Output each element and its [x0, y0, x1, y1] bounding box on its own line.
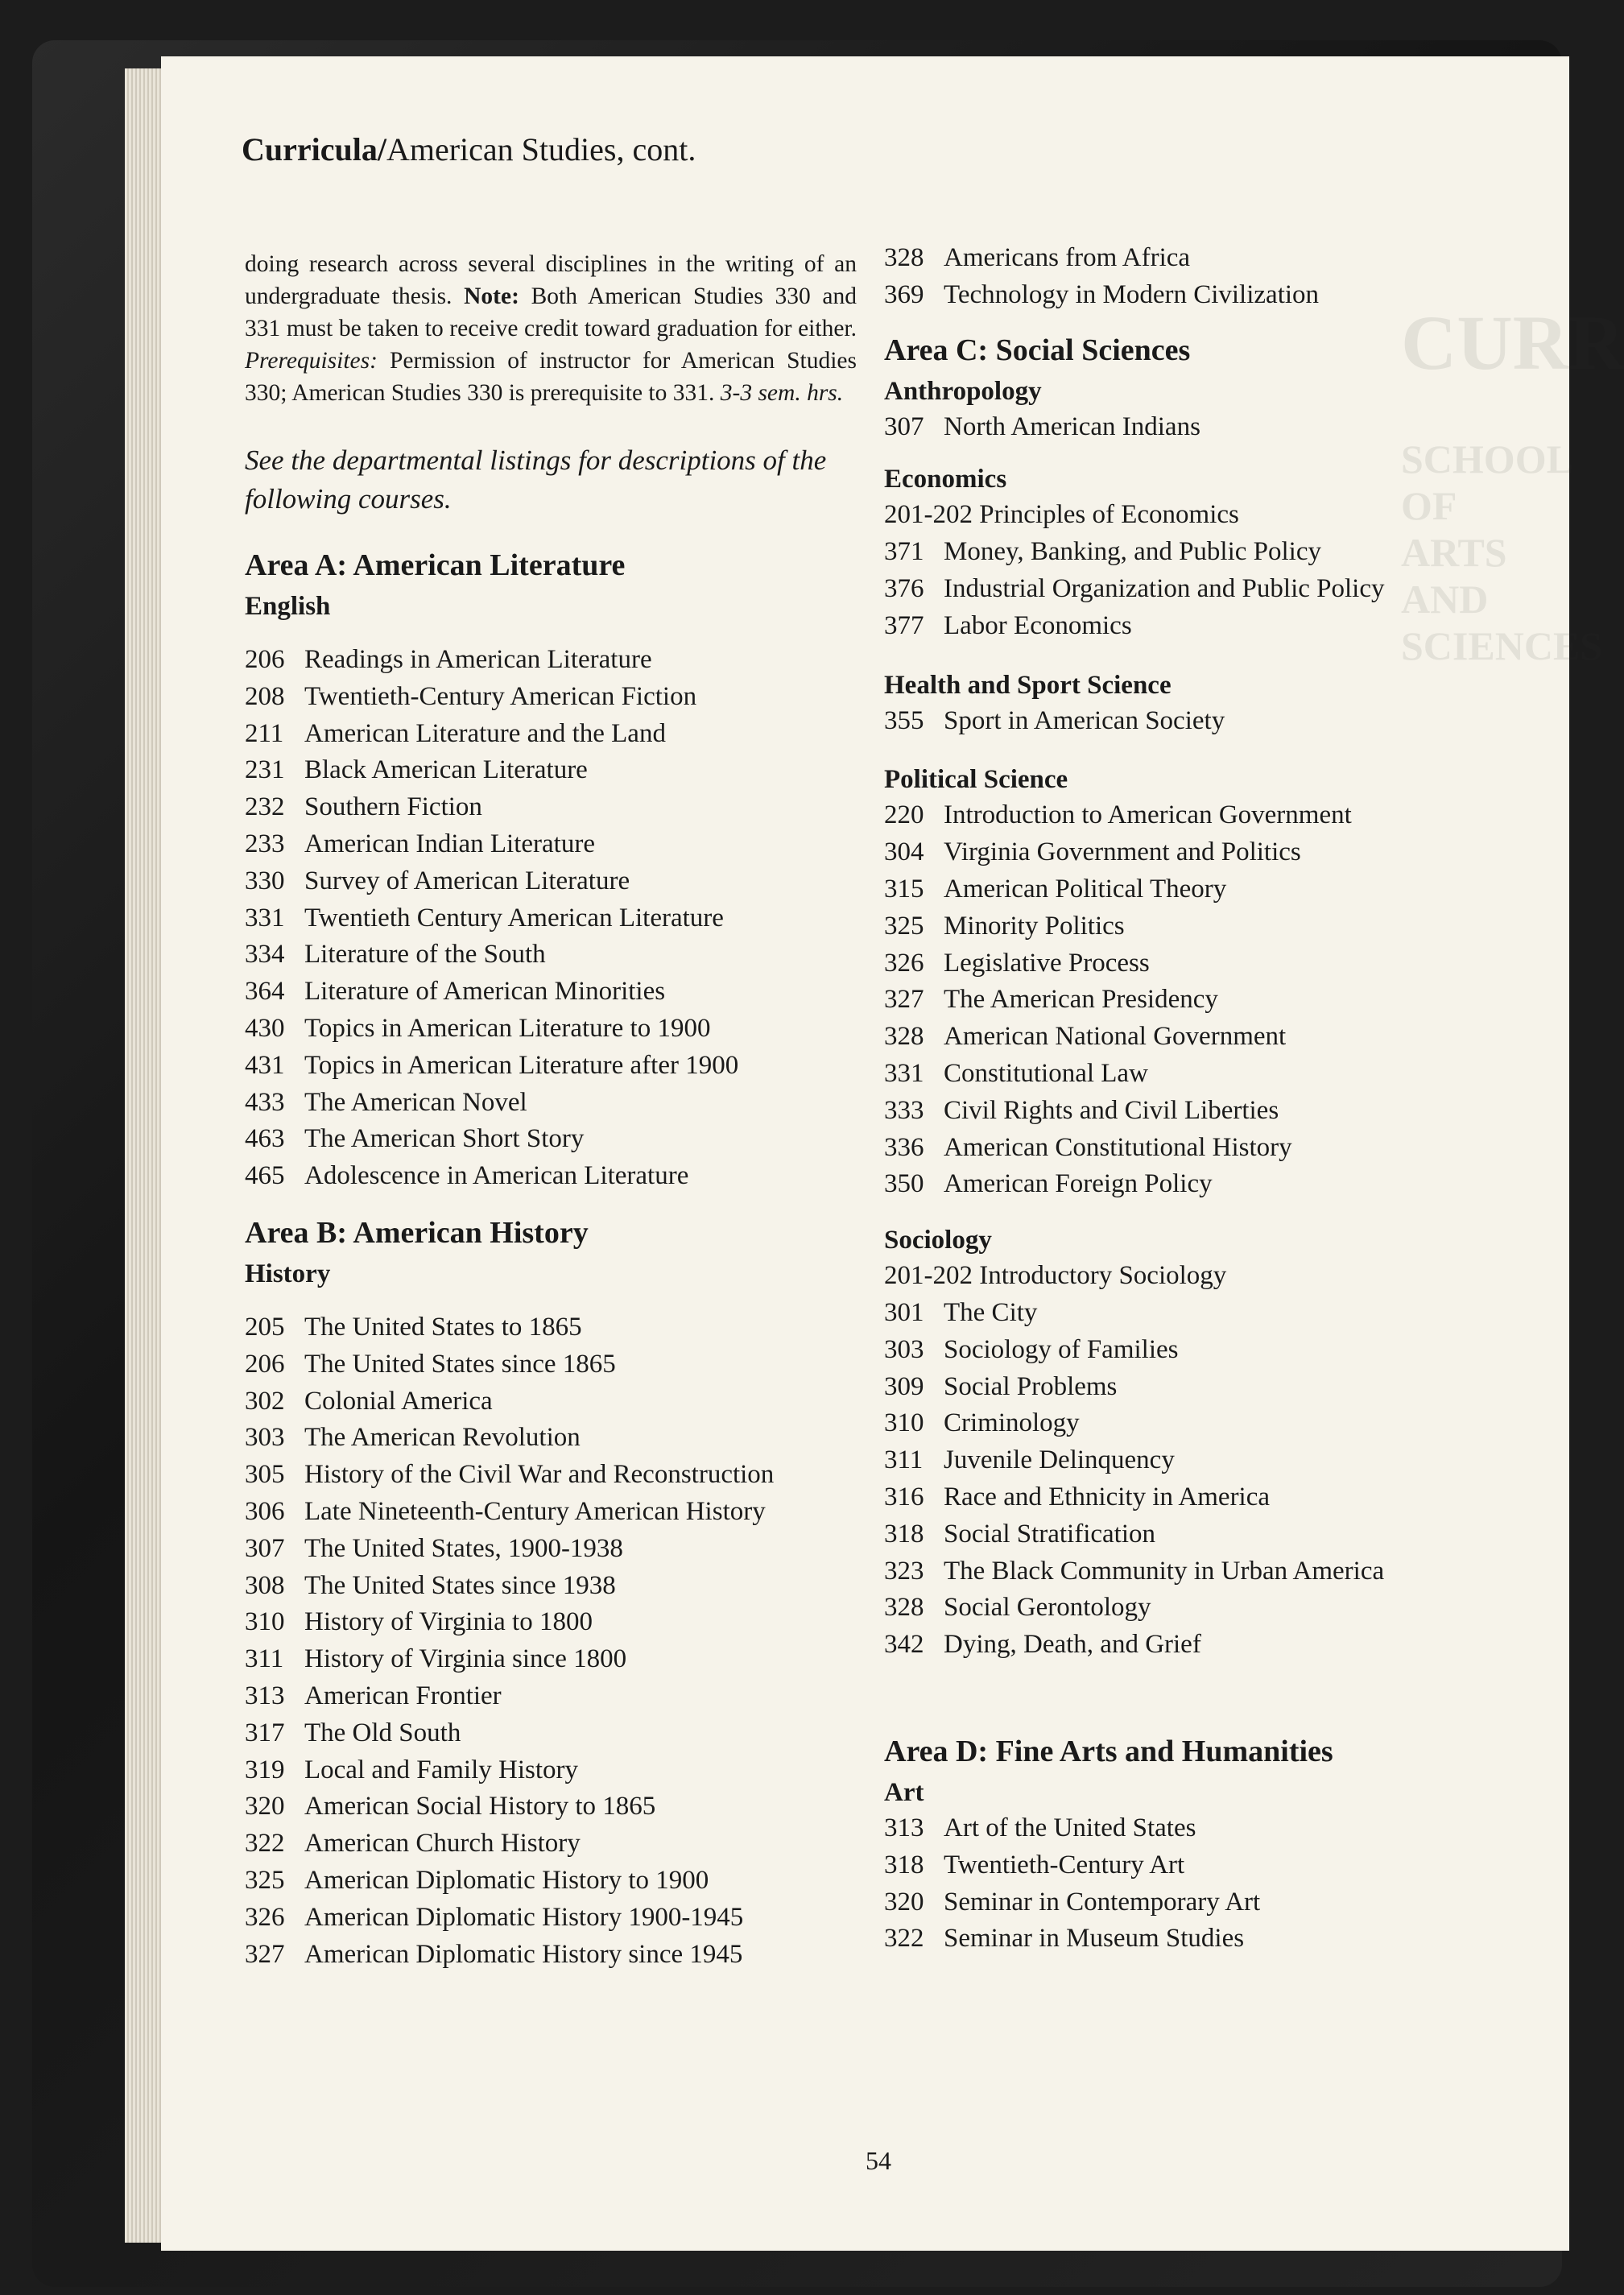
course-item — [884, 497, 1496, 534]
course-number: 433 — [245, 1087, 285, 1117]
course-item — [884, 1130, 1496, 1167]
sociology-heading: Sociology — [884, 1226, 992, 1255]
course-title: Social Stratification — [944, 1519, 1156, 1549]
course-item — [245, 716, 857, 753]
course-title: Constitutional Law — [944, 1058, 1148, 1088]
course-item — [884, 871, 1496, 908]
course-title: Sociology of Families — [944, 1334, 1179, 1364]
english-heading: English — [245, 592, 331, 621]
course-title: American National Government — [944, 1022, 1287, 1052]
course-number: 208 — [245, 681, 285, 711]
course-item — [884, 1516, 1496, 1553]
course-item — [884, 1627, 1496, 1664]
course-number: 331 — [245, 903, 285, 932]
course-item — [884, 1553, 1496, 1590]
course-number: 364 — [245, 977, 285, 1007]
course-number: 205 — [245, 1312, 285, 1342]
course-number: 328 — [884, 1022, 924, 1052]
course-item — [245, 974, 857, 1011]
course-number: 231 — [245, 755, 285, 785]
course-number: 305 — [245, 1460, 285, 1490]
course-title: Introduction to American Government — [944, 800, 1352, 830]
course-number: 333 — [884, 1095, 924, 1125]
course-number: 377 — [884, 610, 924, 640]
course-number: 342 — [884, 1630, 924, 1660]
course-number: 334 — [245, 940, 285, 970]
course-item — [245, 1383, 857, 1420]
course-title: American Diplomatic History since 1945 — [304, 1939, 743, 1969]
course-number: 315 — [884, 874, 924, 904]
course-title: Twentieth Century American Literature — [304, 903, 724, 932]
area-b-heading: Area B: American History — [245, 1215, 589, 1250]
course-number: 211 — [245, 718, 284, 748]
course-title: North American Indians — [944, 411, 1200, 441]
course-item — [884, 1921, 1496, 1958]
health-sport-heading: Health and Sport Science — [884, 670, 1172, 700]
course-item — [245, 900, 857, 937]
course-title: Americans from Africa — [944, 243, 1191, 272]
course-number: 318 — [884, 1850, 924, 1879]
health-sport-course-list — [884, 703, 1496, 740]
course-title: American Diplomatic History 1900-1945 — [304, 1902, 744, 1932]
course-number: 465 — [245, 1161, 285, 1191]
course-number: 328 — [884, 243, 924, 272]
history-course-list — [245, 1309, 857, 1973]
course-item — [245, 1085, 857, 1122]
anthropology-course-list — [884, 409, 1496, 446]
course-title: The American Presidency — [944, 985, 1218, 1015]
course-title: The American Revolution — [304, 1423, 581, 1453]
course-title: Sport in American Society — [944, 705, 1225, 735]
course-number: 355 — [884, 705, 924, 735]
course-item — [245, 1900, 857, 1937]
course-title: Readings in American Literature — [304, 645, 652, 674]
course-title: American Literature and the Land — [304, 718, 666, 748]
course-item — [245, 1494, 857, 1531]
course-number: 308 — [245, 1570, 285, 1600]
course-item — [245, 1011, 857, 1048]
note-label: Note: — [464, 283, 519, 309]
course-number: 311 — [884, 1445, 924, 1475]
course-title: The United States since 1865 — [304, 1349, 616, 1379]
course-title: Colonial America — [304, 1386, 493, 1416]
course-title: Survey of American Literature — [304, 866, 630, 895]
course-title: American Constitutional History — [944, 1132, 1292, 1162]
course-item — [884, 608, 1496, 645]
course-title: Seminar in Museum Studies — [944, 1924, 1245, 1954]
course-item — [884, 409, 1496, 446]
course-item — [884, 1884, 1496, 1921]
course-title: Adolescence in American Literature — [304, 1161, 689, 1191]
course-item — [245, 1937, 857, 1974]
course-item — [884, 945, 1496, 982]
course-title: American Frontier — [304, 1681, 502, 1710]
course-item — [884, 1590, 1496, 1627]
art-course-list — [884, 1810, 1496, 1958]
course-title: Money, Banking, and Public Policy — [944, 537, 1321, 567]
course-item — [245, 1420, 857, 1457]
course-item — [884, 277, 1496, 314]
course-number: 301 — [884, 1297, 924, 1327]
course-title: American Indian Literature — [304, 829, 595, 858]
sociology-course-list — [884, 1258, 1496, 1664]
course-number: 327 — [884, 985, 924, 1015]
course-number: 307 — [884, 411, 924, 441]
political-science-course-list — [884, 797, 1496, 1203]
course-item — [245, 1788, 857, 1826]
course-title: History of Virginia to 1800 — [304, 1607, 593, 1637]
economics-heading: Economics — [884, 465, 1007, 494]
course-title: The Old South — [304, 1718, 461, 1747]
course-number: 310 — [884, 1408, 924, 1438]
course-item — [245, 1158, 857, 1195]
course-title: Topics in American Literature after 1900 — [304, 1050, 739, 1080]
course-title: American Diplomatic History to 1900 — [304, 1865, 709, 1895]
course-title: American Foreign Policy — [944, 1169, 1213, 1199]
course-item — [245, 1309, 857, 1346]
course-title: Twentieth-Century American Fiction — [304, 681, 697, 711]
course-number: 322 — [884, 1924, 924, 1954]
course-number: 463 — [245, 1124, 285, 1154]
course-number: 319 — [245, 1755, 285, 1784]
course-item — [245, 1568, 857, 1605]
right-column — [884, 243, 1496, 1958]
course-number: 206 — [245, 1349, 285, 1379]
course-item — [884, 1442, 1496, 1479]
header-subsection: American Studies, cont. — [386, 131, 696, 167]
course-item — [884, 1332, 1496, 1369]
course-item — [884, 797, 1496, 834]
course-item — [884, 834, 1496, 871]
area-c-heading: Area C: Social Sciences — [884, 333, 1191, 367]
course-item — [245, 1346, 857, 1383]
course-title: The American Short Story — [304, 1124, 585, 1154]
course-number: 303 — [884, 1334, 924, 1364]
course-number: 310 — [245, 1607, 285, 1637]
course-number: 313 — [245, 1681, 285, 1710]
course-number: 307 — [245, 1533, 285, 1563]
economics-course-list — [884, 497, 1496, 644]
course-title: The United States since 1938 — [304, 1570, 616, 1600]
course-item — [245, 1048, 857, 1085]
course-title: Introductory Sociology — [979, 1261, 1227, 1291]
course-number: 316 — [884, 1482, 924, 1511]
course-number: 320 — [245, 1792, 285, 1822]
course-item — [884, 534, 1496, 571]
course-title: The American Novel — [304, 1087, 527, 1117]
course-title: History of Virginia since 1800 — [304, 1644, 627, 1674]
course-title: American Church History — [304, 1829, 581, 1859]
course-title: Criminology — [944, 1408, 1080, 1438]
course-title: Labor Economics — [944, 610, 1132, 640]
course-item — [245, 826, 857, 863]
course-number: 371 — [884, 537, 924, 567]
political-science-heading: Political Science — [884, 765, 1068, 795]
course-title: Minority Politics — [944, 911, 1125, 941]
course-number: 201-202 — [884, 1261, 973, 1291]
course-item — [884, 1166, 1496, 1203]
course-number: 318 — [884, 1519, 924, 1549]
history-course-list-continued — [884, 240, 1496, 314]
semester-hours: 3-3 sem. hrs. — [720, 380, 844, 406]
left-column — [245, 248, 857, 1973]
course-item — [884, 1019, 1496, 1056]
history-heading: History — [245, 1259, 331, 1288]
course-item — [884, 1479, 1496, 1516]
course-item — [884, 1847, 1496, 1884]
course-number: 430 — [245, 1013, 285, 1043]
intro-text-1: doing research across several disciplines in the writing of an undergraduate thesis. — [245, 251, 857, 309]
intro-text-3: Permission of instructor for American Studies 330; American Studies 330 is prerequisite to 331. — [245, 348, 857, 406]
course-title: Technology in Modern Civilization — [944, 279, 1320, 309]
course-title: Topics in American Literature to 1900 — [304, 1013, 711, 1043]
course-number: 313 — [884, 1813, 924, 1842]
course-title: Industrial Organization and Public Policy — [944, 573, 1385, 603]
course-item — [245, 1641, 857, 1678]
course-number: 320 — [884, 1887, 924, 1917]
course-number: 309 — [884, 1371, 924, 1401]
course-number: 369 — [884, 279, 924, 309]
page-number: 54 — [866, 2146, 891, 2175]
course-number: 325 — [884, 911, 924, 941]
course-number: 311 — [245, 1644, 284, 1674]
course-title: The City — [944, 1297, 1038, 1327]
course-title: Literature of American Minorities — [304, 977, 666, 1007]
course-title: Juvenile Delinquency — [944, 1445, 1175, 1475]
course-title: Legislative Process — [944, 948, 1150, 978]
course-title: Southern Fiction — [304, 792, 482, 822]
header-section: Curricula/ — [242, 131, 386, 167]
course-title: Social Gerontology — [944, 1593, 1151, 1623]
course-item — [884, 240, 1496, 277]
course-title: Social Problems — [944, 1371, 1118, 1401]
course-number: 331 — [884, 1058, 924, 1088]
prerequisites-label: Prerequisites: — [245, 348, 378, 374]
anthropology-heading: Anthropology — [884, 376, 1042, 406]
course-title: Black American Literature — [304, 755, 588, 785]
course-item — [245, 789, 857, 826]
course-title: Civil Rights and Civil Liberties — [944, 1095, 1279, 1125]
course-number: 350 — [884, 1169, 924, 1199]
course-item — [245, 1863, 857, 1900]
course-item — [245, 1715, 857, 1752]
english-course-list — [245, 642, 857, 1195]
area-d-heading: Area D: Fine Arts and Humanities — [884, 1734, 1333, 1768]
course-number: 302 — [245, 1386, 285, 1416]
course-title: American Political Theory — [944, 874, 1227, 904]
area-a-heading: Area A: American Literature — [245, 548, 626, 582]
course-number: 326 — [245, 1902, 285, 1932]
course-number: 431 — [245, 1050, 285, 1080]
course-title: Virginia Government and Politics — [944, 837, 1301, 867]
see-listings-note: See the departmental listings for descriptions of the following courses. — [245, 445, 827, 515]
course-number: 327 — [245, 1939, 285, 1969]
art-heading: Art — [884, 1777, 924, 1807]
course-item — [245, 937, 857, 974]
course-item — [245, 1604, 857, 1641]
course-item — [245, 1752, 857, 1789]
course-item — [245, 1457, 857, 1494]
course-item — [245, 1531, 857, 1568]
course-title: Race and Ethnicity in America — [944, 1482, 1271, 1511]
course-number: 220 — [884, 800, 924, 830]
course-number: 330 — [245, 866, 285, 895]
course-item — [245, 642, 857, 679]
intro-text-2: Both American Studies 330 and 331 must be taken to receive credit toward graduation for either. — [245, 283, 857, 341]
course-item — [245, 1826, 857, 1863]
course-title: The United States to 1865 — [304, 1312, 582, 1342]
course-title: The Black Community in Urban America — [944, 1556, 1385, 1586]
course-number: 304 — [884, 837, 924, 867]
course-item — [245, 679, 857, 716]
course-number: 303 — [245, 1423, 285, 1453]
course-item — [245, 1121, 857, 1158]
course-item — [884, 1056, 1496, 1093]
course-item — [884, 1093, 1496, 1130]
course-item — [245, 1678, 857, 1715]
course-title: Dying, Death, and Grief — [944, 1630, 1201, 1660]
course-item — [245, 863, 857, 900]
course-number: 201-202 — [884, 500, 973, 530]
course-item — [884, 1295, 1496, 1332]
course-number: 232 — [245, 792, 285, 822]
course-title: American Social History to 1865 — [304, 1792, 656, 1822]
course-title: Art of the United States — [944, 1813, 1196, 1842]
course-number: 323 — [884, 1556, 924, 1586]
course-number: 233 — [245, 829, 285, 858]
course-title: The United States, 1900-1938 — [304, 1533, 623, 1563]
course-item — [884, 1258, 1496, 1295]
course-item — [884, 1810, 1496, 1847]
course-item — [884, 1369, 1496, 1406]
course-item — [884, 703, 1496, 740]
bleed-through-text: CURR SCHOOL OF ARTS AND SCIENCES — [1401, 300, 1624, 668]
course-number: 328 — [884, 1593, 924, 1623]
course-number: 336 — [884, 1132, 924, 1162]
course-item — [884, 571, 1496, 608]
course-item — [884, 908, 1496, 945]
course-item — [245, 752, 857, 789]
course-number: 206 — [245, 645, 285, 674]
course-item — [884, 1405, 1496, 1442]
course-number: 322 — [245, 1829, 285, 1859]
course-number: 376 — [884, 573, 924, 603]
intro-paragraph — [245, 248, 857, 409]
course-number: 317 — [245, 1718, 285, 1747]
course-title: Principles of Economics — [979, 500, 1239, 530]
course-item — [884, 982, 1496, 1019]
course-title: Literature of the South — [304, 940, 546, 970]
running-header — [242, 130, 696, 168]
course-title: Twentieth-Century Art — [944, 1850, 1185, 1879]
course-number: 325 — [245, 1865, 285, 1895]
course-title: Local and Family History — [304, 1755, 579, 1784]
course-title: Late Nineteenth-Century American History — [304, 1496, 766, 1526]
course-number: 306 — [245, 1496, 285, 1526]
course-title: History of the Civil War and Reconstruction — [304, 1460, 775, 1490]
course-number: 326 — [884, 948, 924, 978]
course-title: Seminar in Contemporary Art — [944, 1887, 1261, 1917]
